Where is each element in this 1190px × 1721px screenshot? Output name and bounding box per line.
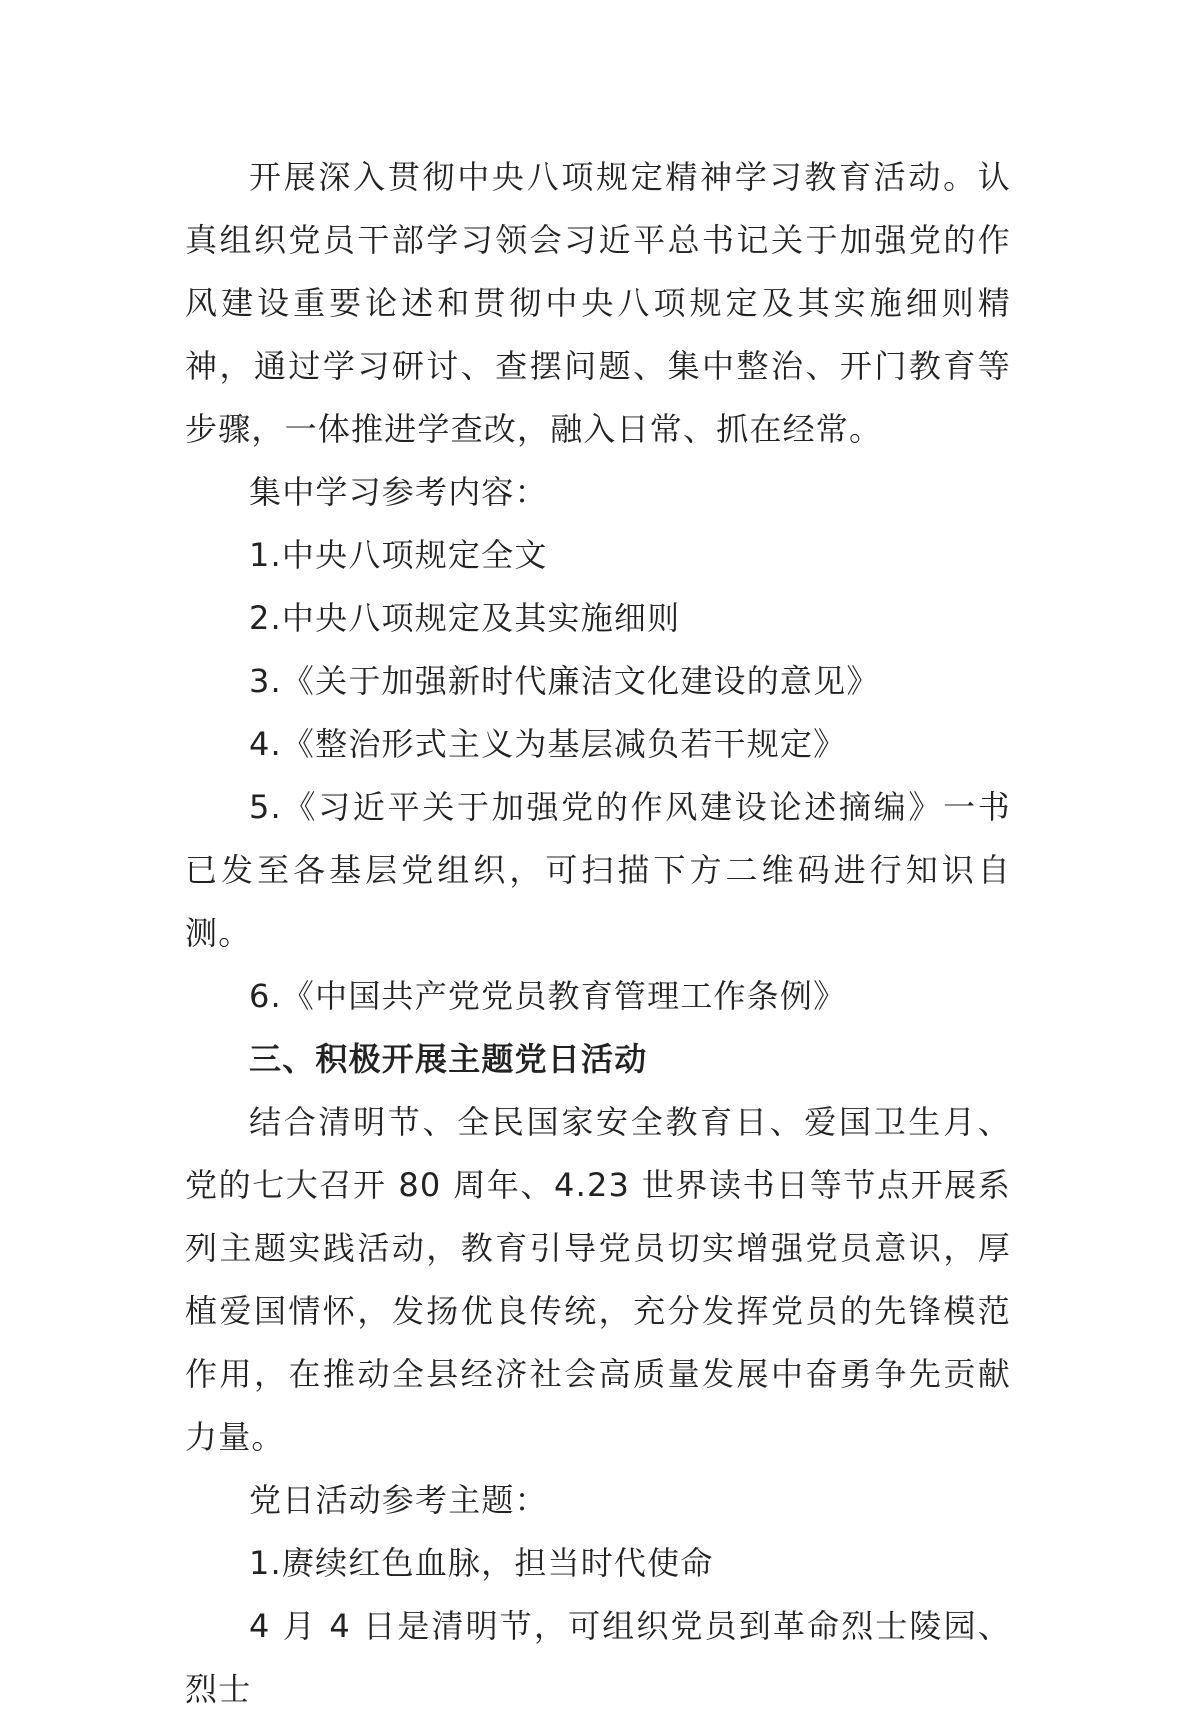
list-item-study-3: 3.《关于加强新时代廉洁文化建设的意见》 (249, 662, 880, 700)
list-item-study-1: 1.中央八项规定全文 (249, 536, 548, 574)
paragraph-theme-intro: 党日活动参考主题： (249, 1481, 548, 1519)
list-item-study-2: 2.中央八项规定及其实施细则 (249, 599, 681, 637)
section-heading: 三、积极开展主题党日活动 (249, 1040, 648, 1078)
list-item-study-4: 4.《整治形式主义为基层减负若干规定》 (249, 725, 847, 763)
document-page (185, 146, 1011, 1721)
paragraph-qingming: 4 月 4 日是清明节，可组织党员到革命烈士陵园、烈士 (185, 1607, 1011, 1708)
paragraph-study-activity: 开展深入贯彻中央八项规定精神学习教育活动。认真组织党员干部学习领会习近平总书记关于加强党的作风建设重要论述和贯彻中央八项规定及其实施细则精神，通过学习研讨、查摆问题、集中整治、开门教育等步骤，一体推进学查改，融入日常、抓在经常。 (185, 158, 1011, 448)
list-item-study-5: 5.《习近平关于加强党的作风建设论述摘编》一书已发至各基层党组织，可扫描下方二维码进行知识自测。 (185, 788, 1011, 952)
paragraph-study-content-intro: 集中学习参考内容： (249, 473, 548, 511)
list-item-theme-1: 1.赓续红色血脉，担当时代使命 (249, 1544, 714, 1582)
list-item-study-6: 6.《中国共产党党员教育管理工作条例》 (249, 977, 847, 1015)
paragraph-theme-activities: 结合清明节、全民国家安全教育日、爱国卫生月、党的七大召开 80 周年、4.23 世界读书日等节点开展系列主题实践活动，教育引导党员切实增强党员意识，厚植爱国情怀，发扬优良传统，充分发挥党员的先锋模范作用，在推动全县经济社会高质量发展中奋勇争先贡献力量。 (185, 1103, 1011, 1456)
